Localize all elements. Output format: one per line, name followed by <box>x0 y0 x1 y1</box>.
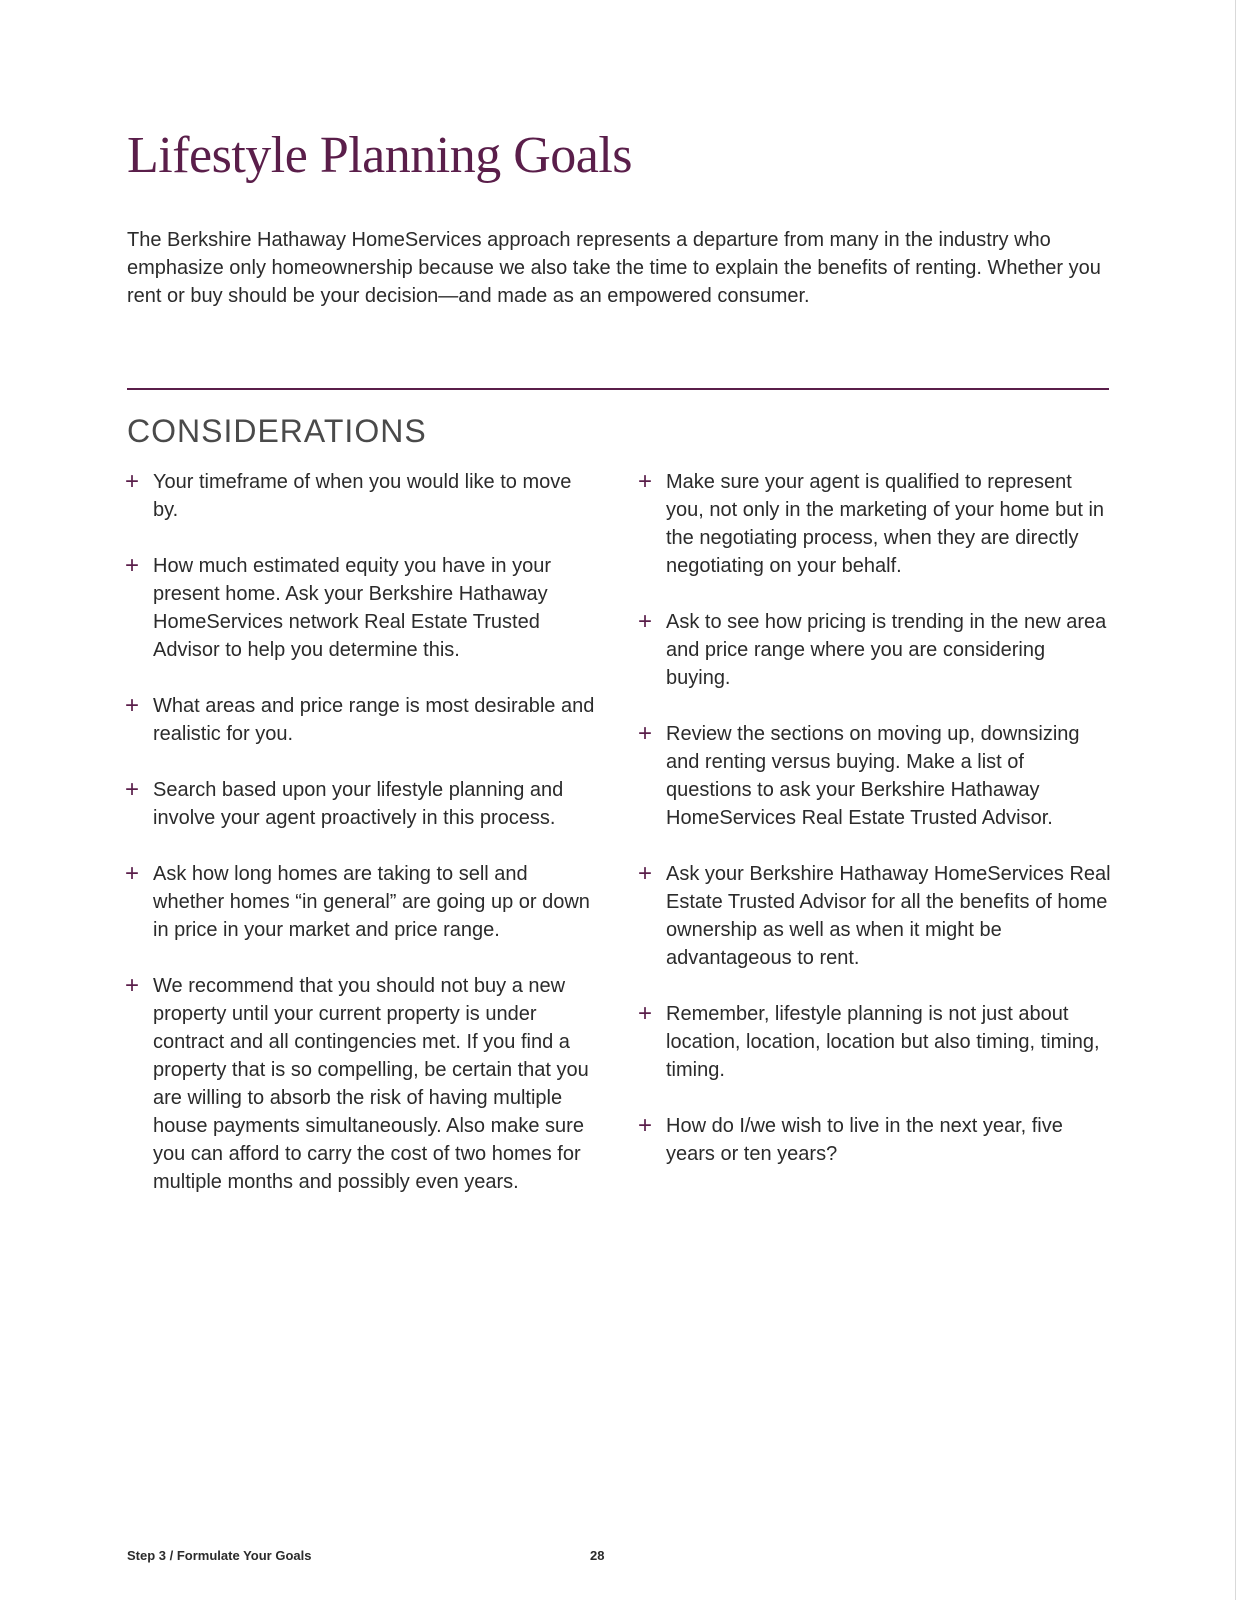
list-item <box>638 720 1113 832</box>
intro-paragraph: The Berkshire Hathaway HomeServices approach represents a departure from many in the industry who emphasize only homeownership because we also take the time to explain the benefits of renting. Whether you rent or buy should be your decision—and made as an empowered consumer. <box>127 229 1101 307</box>
list-item <box>638 1112 1113 1168</box>
considerations-right-column <box>638 468 1113 1196</box>
list-item <box>638 1000 1113 1084</box>
section-divider <box>127 388 1109 390</box>
list-item-text: What areas and price range is most desirable and realistic for you. <box>153 695 595 745</box>
list-item-text: Ask how long homes are taking to sell and whether homes “in general” are going up or down in price in your market and price range. <box>153 863 590 941</box>
list-item <box>125 972 600 1196</box>
list-item <box>638 608 1113 692</box>
plus-icon: + <box>638 608 653 635</box>
plus-icon: + <box>125 552 140 579</box>
page-number: 28 <box>590 1548 605 1563</box>
list-item-text: Ask your Berkshire Hathaway HomeServices Real Estate Trusted Advisor for all the benefits of home ownership as well as when it might be advantageous to rent. <box>666 863 1111 969</box>
list-item-text: Your timeframe of when you would like to move by. <box>153 471 572 521</box>
page-title: Lifestyle Planning Goals <box>127 127 633 184</box>
list-item <box>125 552 600 664</box>
list-item <box>125 692 600 748</box>
plus-icon: + <box>125 972 140 999</box>
list-item <box>125 860 600 944</box>
considerations-left-column <box>125 468 600 1224</box>
list-item-text: Review the sections on moving up, downsizing and renting versus buying. Make a list of questions to ask your Berkshire Hathaway HomeServices Real Estate Trusted Advisor. <box>666 723 1080 829</box>
list-item-text: We recommend that you should not buy a new property until your current property is under contract and all contingencies met. If you find a property that is so compelling, be certain that you are willing to absorb the risk of having multiple house payments simultaneously. Also make sure you can afford to carry the cost of two homes for multiple months and possibly even years. <box>153 975 589 1193</box>
list-item-text: Remember, lifestyle planning is not just about location, location, location but also timing, timing, timing. <box>666 1003 1100 1081</box>
plus-icon: + <box>638 1112 653 1139</box>
considerations-heading: CONSIDERATIONS <box>127 413 427 449</box>
plus-icon: + <box>638 1000 653 1027</box>
list-item-text: Make sure your agent is qualified to represent you, not only in the marketing of your home but in the negotiating process, when they are directly negotiating on your behalf. <box>666 471 1105 577</box>
plus-icon: + <box>125 776 140 803</box>
list-item <box>125 468 600 524</box>
list-item <box>638 468 1113 580</box>
plus-icon: + <box>125 692 140 719</box>
plus-icon: + <box>638 468 653 495</box>
plus-icon: + <box>638 860 653 887</box>
list-item-text: How do I/we wish to live in the next year, five years or ten years? <box>666 1115 1063 1165</box>
list-item <box>638 860 1113 972</box>
footer-section-label: Step 3 / Formulate Your Goals <box>127 1548 312 1563</box>
plus-icon: + <box>125 860 140 887</box>
plus-icon: + <box>638 720 653 747</box>
list-item-text: Search based upon your lifestyle planning and involve your agent proactively in this process. <box>153 779 564 829</box>
list-item-text: Ask to see how pricing is trending in the new area and price range where you are considering buying. <box>666 611 1107 689</box>
plus-icon: + <box>125 468 140 495</box>
list-item <box>125 776 600 832</box>
list-item-text: How much estimated equity you have in your present home. Ask your Berkshire Hathaway HomeServices network Real Estate Trusted Advisor to help you determine this. <box>153 555 551 661</box>
